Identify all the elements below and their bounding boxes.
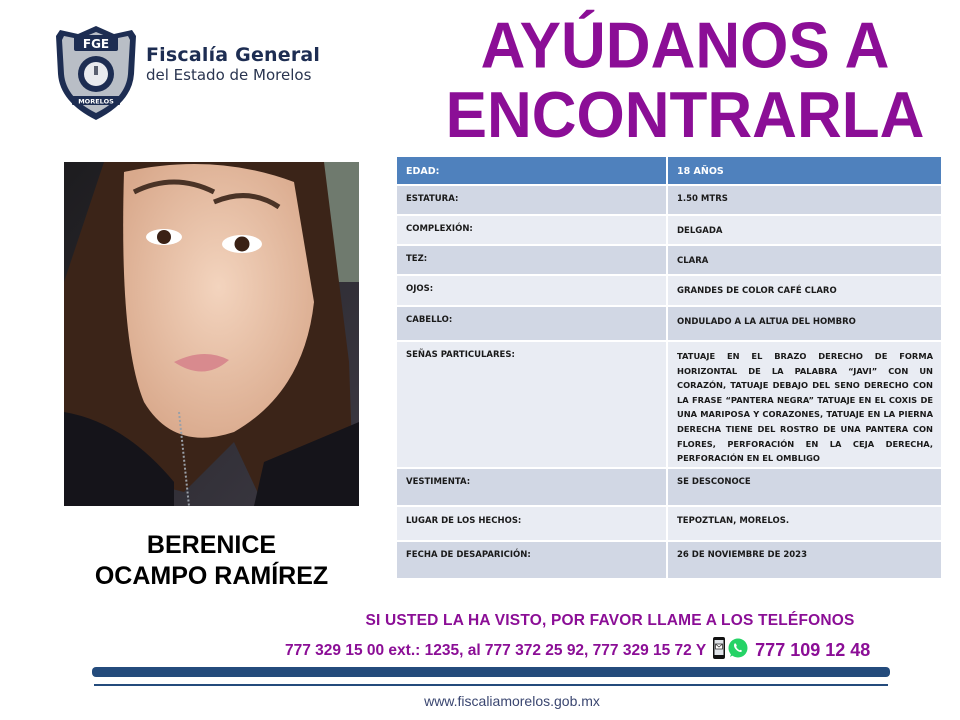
value-edad: 18 AÑOS: [668, 157, 941, 184]
last-names: OCAMPO RAMÍREZ: [94, 562, 329, 590]
table-row-tez: [397, 246, 941, 274]
website-link[interactable]: www.fiscaliamorelos.gob.mx: [424, 693, 600, 709]
table-row-edad: [397, 157, 941, 184]
table-row-complexion: [397, 216, 941, 244]
phone-numbers: [285, 636, 945, 665]
table-row-cabello: [397, 307, 941, 340]
missing-person-name: [64, 530, 359, 592]
value-senas-particulares: TATUAJE EN EL BRAZO DERECHO DE FORMA HORIZONTAL DE LA PALABRA “JAVI” CON UN CORAZÓN, TATUAJE DEBAJO DEL SENO DERECHO CON LA FRASE “PANTERA NEGRA” TATUAJE EN EL COXIS DE UNA MARIPOSA Y CORAZONES, TATUAJE EN LA PIERNA DERECHA TIENE DEL ROSTRO DE UNA PANTERA CON FLORES, PERFORACIÓN EN LA CEJA DERECHA, PERFORACIÓN EN EL OMBLIGO: [668, 342, 941, 467]
footer-divider-thick: [92, 667, 890, 677]
value-ojos: GRANDES DE COLOR CAFÉ CLARO: [668, 276, 941, 305]
footer-divider-thin: [94, 684, 888, 686]
value-cabello: ONDULADO A LA ALTUA DEL HOMBRO: [668, 307, 941, 340]
organization-name: [146, 44, 320, 84]
table-row-senas-particulares: [397, 342, 941, 467]
first-name: BERENICE: [146, 531, 277, 559]
page-title: [420, 9, 950, 152]
fge-logo: [54, 24, 138, 122]
label-senas-particulares: SEÑAS PARTICULARES:: [397, 342, 668, 467]
label-vestimenta: VESTIMENTA:: [397, 469, 668, 505]
table-row-ojos: [397, 276, 941, 305]
call-to-action: SI USTED LA HA VISTO, POR FAVOR LLAME A LOS TELÉFONOS: [365, 612, 855, 629]
table-row-fecha-desaparicion: [397, 542, 941, 578]
phone-list[interactable]: 777 329 15 00 ext.: 1235, al 777 372 25 92, 777 329 15 72 Y: [285, 641, 707, 659]
label-edad: EDAD:: [397, 157, 668, 184]
whatsapp-icon: [727, 637, 749, 664]
value-tez: CLARA: [668, 246, 941, 274]
value-complexion: DELGADA: [668, 216, 941, 244]
table-row-estatura: [397, 186, 941, 214]
title-line1: AYÚDANOS A: [480, 9, 890, 83]
value-lugar-hechos: TEPOZTLAN, MORELOS.: [668, 507, 941, 540]
whatsapp-number[interactable]: 777 109 12 48: [755, 640, 871, 660]
police-shield-badge-icon: [54, 24, 138, 122]
value-fecha-desaparicion: 26 DE NOVIEMBRE DE 2023: [668, 542, 941, 578]
label-cabello: CABELLO:: [397, 307, 668, 340]
organization-name-line1: Fiscalía General: [146, 44, 321, 66]
svg-text:FGE: FGE: [82, 37, 110, 51]
label-lugar-hechos: LUGAR DE LOS HECHOS:: [397, 507, 668, 540]
value-vestimenta: SE DESCONOCE: [668, 469, 941, 505]
value-estatura: 1.50 MTRS: [668, 186, 941, 214]
label-fecha-desaparicion: FECHA DE DESAPARICIÓN:: [397, 542, 668, 578]
missing-person-photo: [64, 162, 359, 506]
table-row-lugar-hechos: [397, 507, 941, 540]
title-line2: ENCONTRARLA: [445, 79, 925, 152]
label-tez: TEZ:: [397, 246, 668, 274]
organization-name-line2: del Estado de Morelos: [146, 66, 312, 84]
portrait-image: [64, 162, 359, 506]
svg-text:MORELOS: MORELOS: [78, 97, 114, 106]
mobile-message-icon: [712, 636, 726, 665]
table-row-vestimenta: [397, 469, 941, 505]
label-complexion: COMPLEXIÓN:: [397, 216, 668, 244]
label-estatura: ESTATURA:: [397, 186, 668, 214]
label-ojos: OJOS:: [397, 276, 668, 305]
